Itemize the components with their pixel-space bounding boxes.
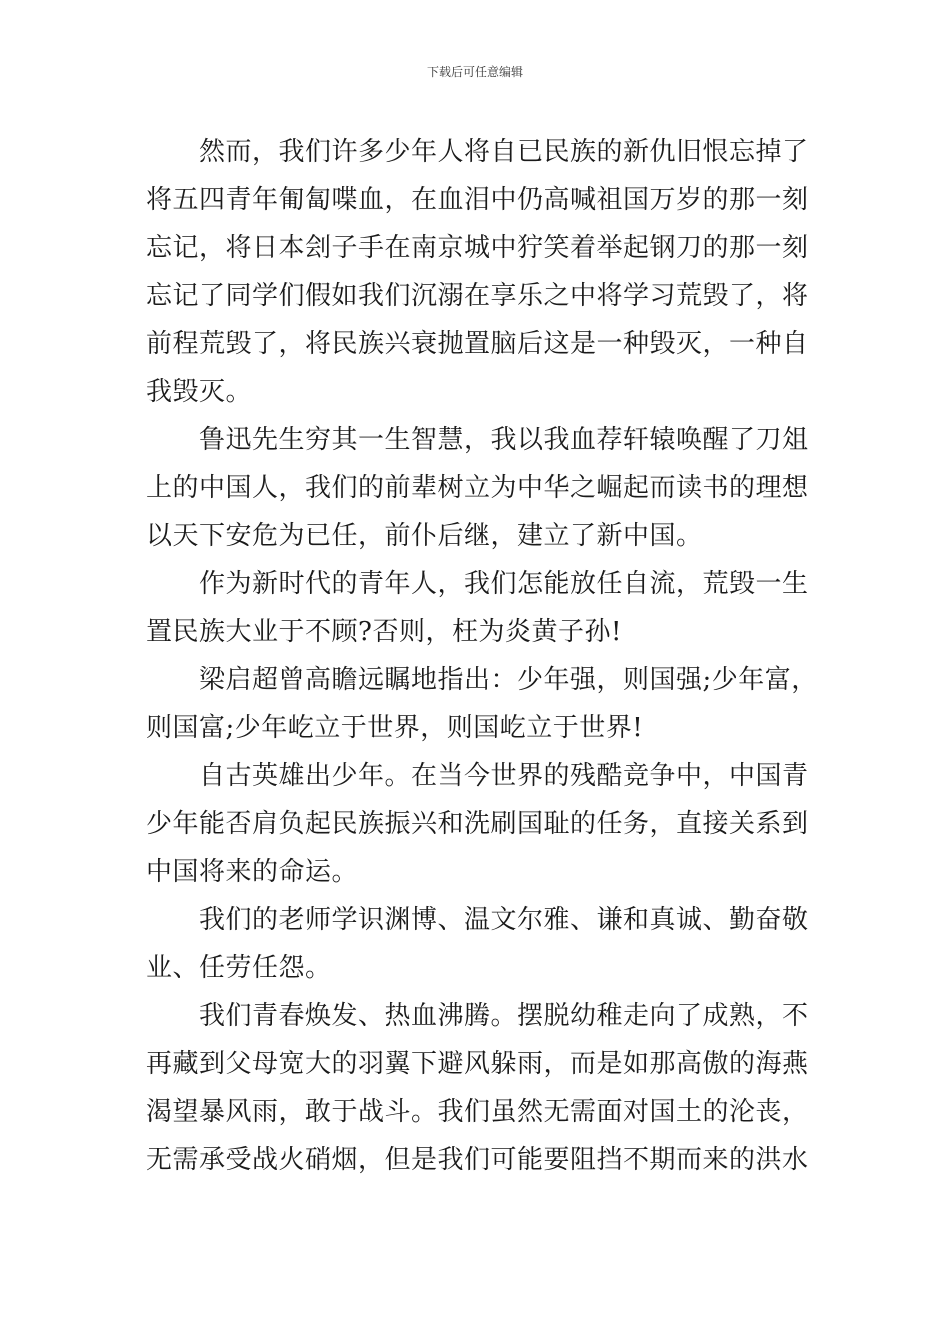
paragraph-line: 将五四青年匍匐喋血，在血泪中仍高喊祖国万岁的那一刻 — [146, 185, 809, 215]
paragraph-first-line: 然而，我们许多少年人将自已民族的新仇旧恨忘掉了 — [199, 137, 809, 167]
paragraph-first-line: 自古英雄出少年。在当今世界的残酷竞争中，中国青 — [199, 761, 809, 791]
paragraph-line: 置民族大业于不顾?否则，枉为炎黄子孙! — [146, 617, 622, 647]
paragraph-line: 业、任劳任怨。 — [146, 953, 332, 983]
paragraph-line: 中国将来的命运。 — [146, 857, 359, 887]
paragraph-first-line: 作为新时代的青年人，我们怎能放任自流，荒毁一生 — [199, 569, 809, 599]
page-header: 下载后可任意编辑 — [426, 65, 523, 79]
paragraph-line: 渴望暴风雨，敢于战斗。我们虽然无需面对国土的沦丧， — [146, 1097, 809, 1127]
paragraph-first-line: 梁启超曾高瞻远瞩地指出：少年强，则国强;少年富， — [199, 665, 818, 695]
paragraph-line: 无需承受战火硝烟，但是我们可能要阻挡不期而来的洪水 — [146, 1145, 809, 1175]
document-body — [146, 128, 818, 1184]
paragraph-first-line: 我们青春焕发、热血沸腾。摆脱幼稚走向了成熟，不 — [199, 1001, 809, 1031]
paragraph-line: 少年能否肩负起民族振兴和洗刷国耻的任务，直接关系到 — [146, 809, 809, 839]
paragraph-line: 以天下安危为已任，前仆后继，建立了新中国。 — [146, 521, 703, 551]
paragraph-line: 再藏到父母宽大的羽翼下避风躲雨，而是如那高傲的海燕 — [146, 1049, 809, 1079]
paragraph-line: 则国富;少年屹立于世界，则国屹立于世界! — [146, 713, 644, 743]
paragraph-line: 忘记了同学们假如我们沉溺在享乐之中将学习荒毁了，将 — [146, 281, 809, 311]
paragraph-line: 忘记，将日本刽子手在南京城中狞笑着举起钢刀的那一刻 — [146, 233, 809, 263]
paragraph-line: 前程荒毁了，将民族兴衰抛置脑后这是一种毁灭，一种自 — [146, 329, 809, 359]
paragraph-first-line: 我们的老师学识渊博、温文尔雅、谦和真诚、勤奋敬 — [199, 905, 809, 935]
paragraph-line: 我毁灭。 — [146, 377, 253, 407]
paragraph-line: 上的中国人，我们的前辈树立为中华之崛起而读书的理想 — [146, 473, 809, 503]
paragraph-first-line: 鲁迅先生穷其一生智慧，我以我血荐轩辕唤醒了刀俎 — [199, 425, 809, 455]
